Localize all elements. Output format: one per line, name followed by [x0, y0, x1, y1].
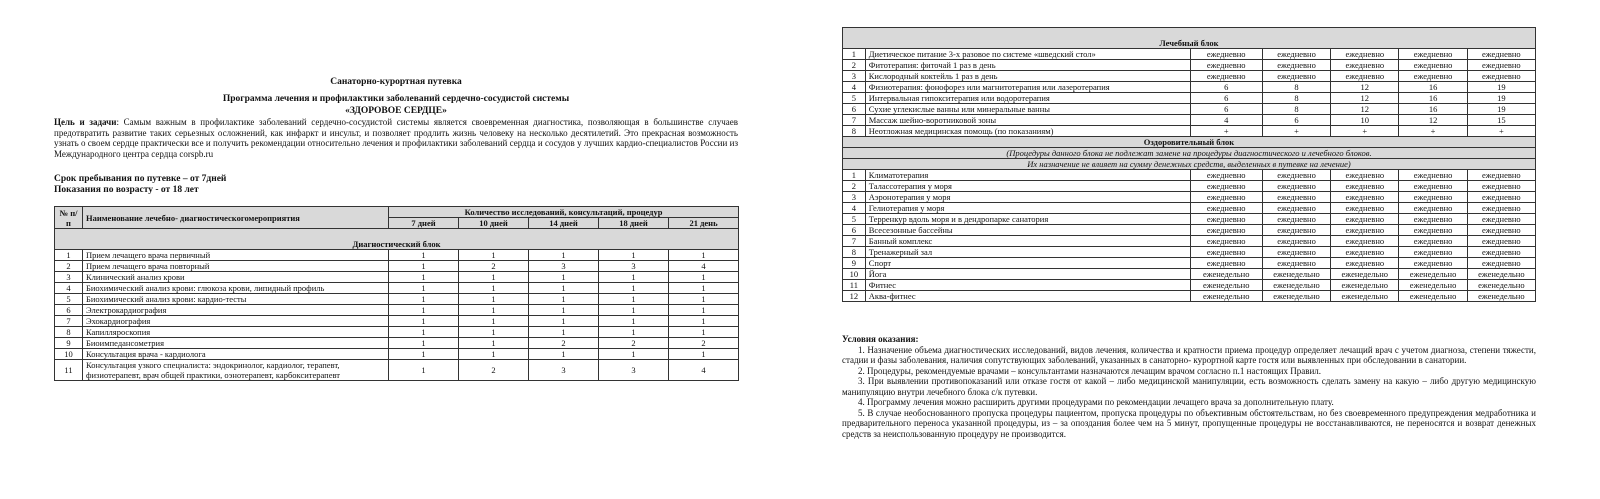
- row-value: 1: [669, 294, 739, 305]
- row-value: 10: [1331, 115, 1399, 126]
- row-num: 6: [843, 104, 866, 115]
- row-value: еженедельно: [1399, 291, 1467, 302]
- row-value: ежедневно: [1262, 225, 1330, 236]
- table-row: [843, 49, 1536, 60]
- stay-info: [54, 174, 226, 196]
- row-num: 3: [55, 272, 83, 283]
- row-value: +: [1262, 126, 1330, 137]
- row-value: 12: [1399, 115, 1467, 126]
- row-value: ежедневно: [1262, 258, 1330, 269]
- row-value: ежедневно: [1467, 203, 1535, 214]
- row-value: ежедневно: [1190, 49, 1262, 60]
- row-value: 16: [1399, 82, 1467, 93]
- row-value: ежедневно: [1262, 170, 1330, 181]
- row-value: ежедневно: [1190, 170, 1262, 181]
- row-value: +: [1331, 126, 1399, 137]
- row-name: Капилляроскопия: [83, 327, 389, 338]
- period-header: 14 дней: [529, 218, 599, 229]
- row-value: 8: [1262, 104, 1330, 115]
- table-row: [843, 71, 1536, 82]
- row-value: 3: [599, 360, 669, 381]
- row-name: Сухие углекислые ванны или минеральные ванны: [865, 104, 1190, 115]
- row-value: ежедневно: [1190, 225, 1262, 236]
- row-num: 6: [55, 305, 83, 316]
- row-value: ежедневно: [1399, 247, 1467, 258]
- row-value: 6: [1262, 115, 1330, 126]
- row-value: 1: [459, 316, 529, 327]
- row-value: 1: [459, 250, 529, 261]
- row-num: 1: [55, 250, 83, 261]
- row-value: +: [1467, 126, 1535, 137]
- row-num: 5: [55, 294, 83, 305]
- row-name-line: Консультация узкого специалиста: эндокринолог, кардиолог, терапевт,: [86, 360, 340, 370]
- row-value: ежедневно: [1190, 236, 1262, 247]
- period-header: 18 дней: [599, 218, 669, 229]
- table-row: [843, 82, 1536, 93]
- row-value: 1: [459, 349, 529, 360]
- table-row: [55, 327, 739, 338]
- row-num: 1: [843, 49, 866, 60]
- row-value: ежедневно: [1399, 203, 1467, 214]
- row-value: 1: [669, 272, 739, 283]
- row-value: ежедневно: [1399, 236, 1467, 247]
- conditions-title: Условия оказания:: [842, 334, 919, 344]
- row-value: еженедельно: [1467, 280, 1535, 291]
- row-value: 6: [1190, 93, 1262, 104]
- table-row: [843, 203, 1536, 214]
- table-row: [843, 170, 1536, 181]
- row-value: ежедневно: [1331, 192, 1399, 203]
- table-row: [55, 261, 739, 272]
- row-value: 1: [389, 250, 459, 261]
- row-num: 4: [843, 203, 866, 214]
- table-row: [843, 126, 1536, 137]
- row-num: 4: [55, 283, 83, 294]
- condition-item: 5. В случае необоснованного пропуска процедуры пациентом, пропуска процедуры по объективным обстоятельствам, но без своевременного предупреждения медработника и предварительного переноса указанной процедуры, из – за опоздания более чем на 5 минут, пропущенные процедуры не восстанавливаются, не переносятся и возврат денежных средств за неиспользованную процедуру не производится.: [842, 407, 1536, 439]
- row-value: 1: [529, 283, 599, 294]
- row-value: 1: [389, 338, 459, 349]
- row-value: 3: [529, 261, 599, 272]
- row-num: 9: [843, 258, 866, 269]
- row-value: 1: [459, 305, 529, 316]
- row-num: 7: [55, 316, 83, 327]
- goal-label: Цель и задачи: [54, 117, 117, 127]
- table-row: [55, 349, 739, 360]
- row-value: 2: [529, 338, 599, 349]
- row-name: Фитотерапия: фиточай 1 раз в день: [865, 60, 1190, 71]
- row-value: еженедельно: [1262, 269, 1330, 280]
- row-value: 1: [389, 294, 459, 305]
- condition-item: 4. Программу лечения можно расширить другими процедурами по рекомендации лечащего врача за дополнительную плату.: [858, 397, 1334, 407]
- row-value: 1: [529, 349, 599, 360]
- row-name: Диетическое питание 3-х разовое по системе «шведский стол»: [865, 49, 1190, 60]
- row-value: еженедельно: [1331, 291, 1399, 302]
- row-name: Эхокардиография: [83, 316, 389, 327]
- row-value: +: [1190, 126, 1262, 137]
- row-value: еженедельно: [1331, 280, 1399, 291]
- age-indication: Показания по возрасту - от 18 лет: [54, 185, 199, 195]
- table-row: [843, 181, 1536, 192]
- row-value: 1: [389, 349, 459, 360]
- row-name: Аэронотерапия у моря: [865, 192, 1190, 203]
- row-value: ежедневно: [1190, 181, 1262, 192]
- row-value: еженедельно: [1190, 291, 1262, 302]
- row-value: 1: [669, 327, 739, 338]
- row-value: еженедельно: [1399, 269, 1467, 280]
- row-value: ежедневно: [1331, 49, 1399, 60]
- row-value: ежедневно: [1467, 225, 1535, 236]
- row-value: ежедневно: [1467, 236, 1535, 247]
- row-value: 1: [529, 305, 599, 316]
- table-row: [843, 269, 1536, 280]
- row-value: ежедневно: [1190, 192, 1262, 203]
- table-row: [843, 214, 1536, 225]
- stay-duration: Срок пребывания по путевке – от 7дней: [54, 174, 227, 184]
- row-name: Биоимпедансометрия: [83, 338, 389, 349]
- row-name: Консультация врача - кардиолога: [83, 349, 389, 360]
- row-num: 4: [843, 82, 866, 93]
- row-value: ежедневно: [1399, 214, 1467, 225]
- row-value: 1: [599, 272, 669, 283]
- row-name: Массаж шейно-воротниковой зоны: [865, 115, 1190, 126]
- col-num-header: № п/п: [55, 207, 83, 229]
- row-value: 1: [529, 294, 599, 305]
- row-num: 10: [843, 269, 866, 280]
- row-name: Терренкур вдоль моря и в дендропарке санатория: [865, 214, 1190, 225]
- row-num: 2: [843, 60, 866, 71]
- row-value: еженедельно: [1331, 269, 1399, 280]
- row-value: ежедневно: [1331, 170, 1399, 181]
- table-row: [843, 225, 1536, 236]
- row-value: 12: [1331, 104, 1399, 115]
- row-value: ежедневно: [1262, 192, 1330, 203]
- row-value: 6: [1190, 104, 1262, 115]
- row-num: 7: [843, 236, 866, 247]
- row-value: 1: [599, 283, 669, 294]
- row-value: 1: [389, 360, 459, 381]
- col-qty-header: Количество исследований, консультаций, процедур: [389, 207, 739, 218]
- table-row: [843, 93, 1536, 104]
- row-value: 12: [1331, 93, 1399, 104]
- row-name: Кислородный коктейль 1 раз в день: [865, 71, 1190, 82]
- row-value: 1: [529, 250, 599, 261]
- row-value: ежедневно: [1190, 60, 1262, 71]
- row-value: еженедельно: [1262, 291, 1330, 302]
- row-value: еженедельно: [1399, 280, 1467, 291]
- row-name: Прием лечащего врача повторный: [83, 261, 389, 272]
- row-value: 4: [669, 360, 739, 381]
- diagnostic-table: [54, 206, 739, 381]
- row-value: ежедневно: [1190, 203, 1262, 214]
- row-value: ежедневно: [1262, 236, 1330, 247]
- row-name: Биохимический анализ крови: кардио-тесты: [83, 294, 389, 305]
- row-value: 4: [1190, 115, 1262, 126]
- table-row: [843, 291, 1536, 302]
- row-value: 16: [1399, 104, 1467, 115]
- block-title: Лечебный блок: [843, 28, 1536, 49]
- row-value: ежедневно: [1467, 258, 1535, 269]
- row-value: 8: [1262, 93, 1330, 104]
- row-value: 1: [669, 305, 739, 316]
- row-value: ежедневно: [1190, 214, 1262, 225]
- row-num: 5: [843, 214, 866, 225]
- condition-item: 2. Процедуры, рекомендуемые врачами – консультантами назначаются лечащим врачом согласно п.1 настоящих Правил.: [858, 365, 1322, 376]
- block-note: (Процедуры данного блока не подлежат замене на процедуры диагностического и лечебного блоков.: [843, 148, 1536, 159]
- row-value: ежедневно: [1331, 236, 1399, 247]
- table-row: [843, 236, 1536, 247]
- period-header: 10 дней: [459, 218, 529, 229]
- row-value: +: [1399, 126, 1467, 137]
- row-value: 1: [669, 250, 739, 261]
- row-value: ежедневно: [1331, 247, 1399, 258]
- row-value: 1: [389, 272, 459, 283]
- row-value: ежедневно: [1262, 60, 1330, 71]
- row-value: 19: [1467, 82, 1535, 93]
- row-value: 1: [389, 261, 459, 272]
- row-value: 1: [669, 316, 739, 327]
- table-row: [55, 272, 739, 283]
- table-row: [55, 305, 739, 316]
- row-value: еженедельно: [1190, 269, 1262, 280]
- table-row: [843, 192, 1536, 203]
- table-row: [843, 258, 1536, 269]
- row-value: еженедельно: [1467, 269, 1535, 280]
- row-value: ежедневно: [1467, 71, 1535, 82]
- row-value: 12: [1331, 82, 1399, 93]
- goal-text: : Самым важным в профилактике заболеваний сердечно-сосудистой системы является своевременная диагностика, позволяющая в большинстве случаев предотвратить развитие таких серьезных осложнений, как инфаркт и инсульт, и позволяет продлить жизнь человеку на несколько десятилетий. Это прекрасная возможность узнать о своем сердце практически все и получить рекомендации относительно лечения и профилактики заболеваний сердца и сосудов у лучших кардио-специалистов России из Международного центра сердца corspb.ru: [54, 117, 738, 159]
- row-value: 1: [669, 349, 739, 360]
- row-value: 1: [529, 272, 599, 283]
- row-value: ежедневно: [1331, 258, 1399, 269]
- row-value: ежедневно: [1399, 181, 1467, 192]
- row-value: ежедневно: [1262, 203, 1330, 214]
- row-value: 2: [459, 360, 529, 381]
- row-value: ежедневно: [1331, 203, 1399, 214]
- period-header: 7 дней: [389, 218, 459, 229]
- row-value: 1: [389, 283, 459, 294]
- condition-item: 1. Назначение объема диагностических исследований, видов лечения, количества и кратности приема процедур определяет лечащий врач с учетом диагноза, степени тяжести, стадии и фазы заболевания, наличия сопутствующих заболеваний, указанных в санаторно- курортной карте гостя или выявленных при обследовании в санатории.: [842, 344, 1536, 365]
- row-num: 11: [55, 360, 83, 381]
- row-value: 1: [459, 338, 529, 349]
- row-name: Неотложная медицинская помощь (по показаниям): [865, 126, 1190, 137]
- row-value: ежедневно: [1190, 71, 1262, 82]
- block-title: Оздоровительный блок: [843, 137, 1536, 148]
- row-num: 12: [843, 291, 866, 302]
- goal-paragraph: [54, 117, 738, 159]
- row-value: 1: [599, 316, 669, 327]
- row-value: 3: [599, 261, 669, 272]
- row-name: Йога: [865, 269, 1190, 280]
- row-value: 19: [1467, 104, 1535, 115]
- row-value: ежедневно: [1262, 247, 1330, 258]
- row-name: Биохимический анализ крови: глюкоза крови, липидный профиль: [83, 283, 389, 294]
- row-num: 3: [843, 192, 866, 203]
- row-value: ежедневно: [1399, 60, 1467, 71]
- table-row: [55, 283, 739, 294]
- row-value: ежедневно: [1467, 181, 1535, 192]
- row-value: 1: [389, 305, 459, 316]
- row-num: 8: [55, 327, 83, 338]
- program-name: «ЗДОРОВОЕ СЕРДЦЕ»: [345, 106, 447, 116]
- row-value: ежедневно: [1331, 71, 1399, 82]
- table-row: [843, 60, 1536, 71]
- table-row: [843, 104, 1536, 115]
- period-header: 21 день: [669, 218, 739, 229]
- row-value: ежедневно: [1399, 258, 1467, 269]
- voucher-title: Санаторно-курортная путевка: [330, 77, 462, 87]
- row-value: ежедневно: [1467, 192, 1535, 203]
- row-value: ежедневно: [1331, 225, 1399, 236]
- col-name-header: Наименование лечебно- диагностическогомероприятия: [83, 207, 389, 229]
- row-name: Всесезонные бассейны: [865, 225, 1190, 236]
- row-name: Талассотерапия у моря: [865, 181, 1190, 192]
- row-value: 4: [669, 261, 739, 272]
- conditions-section: [842, 334, 1536, 439]
- row-num: 8: [843, 126, 866, 137]
- row-value: ежедневно: [1399, 170, 1467, 181]
- row-num: 9: [55, 338, 83, 349]
- row-value: ежедневно: [1467, 49, 1535, 60]
- row-value: 15: [1467, 115, 1535, 126]
- row-value: ежедневно: [1399, 192, 1467, 203]
- row-num: 5: [843, 93, 866, 104]
- row-value: 1: [669, 283, 739, 294]
- row-name: Фитнес: [865, 280, 1190, 291]
- row-name: Клинический анализ крови: [83, 272, 389, 283]
- row-value: ежедневно: [1467, 247, 1535, 258]
- row-value: 1: [459, 283, 529, 294]
- table-row: [55, 338, 739, 349]
- row-name: Банный комплекс: [865, 236, 1190, 247]
- row-num: 6: [843, 225, 866, 236]
- table-row: [55, 316, 739, 327]
- row-value: 3: [529, 360, 599, 381]
- row-name: Гелиотерапия у моря: [865, 203, 1190, 214]
- row-value: 2: [669, 338, 739, 349]
- row-value: ежедневно: [1262, 214, 1330, 225]
- row-value: ежедневно: [1262, 71, 1330, 82]
- row-name: Климатотерапия: [865, 170, 1190, 181]
- row-value: 1: [459, 327, 529, 338]
- row-value: ежедневно: [1331, 181, 1399, 192]
- row-value: 2: [599, 338, 669, 349]
- row-value: еженедельно: [1467, 291, 1535, 302]
- row-value: 1: [389, 327, 459, 338]
- table-row: [843, 247, 1536, 258]
- row-num: 8: [843, 247, 866, 258]
- row-value: 1: [599, 327, 669, 338]
- row-num: 1: [843, 170, 866, 181]
- row-value: ежедневно: [1467, 170, 1535, 181]
- row-value: 16: [1399, 93, 1467, 104]
- row-value: 1: [529, 327, 599, 338]
- table-row: [843, 115, 1536, 126]
- table-row: [55, 294, 739, 305]
- row-value: 1: [599, 305, 669, 316]
- row-name: Электрокардиография: [83, 305, 389, 316]
- row-value: ежедневно: [1399, 225, 1467, 236]
- row-value: 1: [459, 294, 529, 305]
- row-num: 2: [843, 181, 866, 192]
- row-name: Прием лечащего врача первичный: [83, 250, 389, 261]
- row-value: ежедневно: [1190, 258, 1262, 269]
- row-value: 1: [599, 294, 669, 305]
- row-num: 7: [843, 115, 866, 126]
- row-name: [83, 360, 389, 381]
- row-value: 1: [389, 316, 459, 327]
- row-value: 8: [1262, 82, 1330, 93]
- block-title: Диагностический блок: [55, 229, 739, 250]
- row-name: Интервальная гипокситерапия или водоротерапия: [865, 93, 1190, 104]
- row-num: 10: [55, 349, 83, 360]
- row-name: Аква-фитнес: [865, 291, 1190, 302]
- row-value: 19: [1467, 93, 1535, 104]
- row-num: 2: [55, 261, 83, 272]
- row-value: ежедневно: [1331, 214, 1399, 225]
- condition-item: 3. При выявлении противопоказаний или отказе гостя от какой – либо медицинской манипуляции, есть возможность сделать замену на какую – либо другую медицинскую манипуляцию внутри лечебного блока с/к путевки.: [842, 376, 1536, 397]
- row-name-line: физиотерапевт, врач общей практики, оэнотерапевт, карбокситерапевт: [86, 370, 340, 380]
- row-value: ежедневно: [1399, 71, 1467, 82]
- row-value: еженедельно: [1190, 280, 1262, 291]
- table-row: [55, 250, 739, 261]
- row-value: ежедневно: [1467, 214, 1535, 225]
- row-value: 1: [459, 272, 529, 283]
- row-value: ежедневно: [1399, 49, 1467, 60]
- row-value: ежедневно: [1262, 49, 1330, 60]
- treatment-table: [842, 27, 1536, 302]
- program-title: Программа лечения и профилактики заболеваний сердечно-сосудистой системы: [222, 94, 570, 104]
- row-value: ежедневно: [1262, 181, 1330, 192]
- row-num: 11: [843, 280, 866, 291]
- row-value: 2: [459, 261, 529, 272]
- row-value: ежедневно: [1190, 247, 1262, 258]
- row-value: ежедневно: [1331, 60, 1399, 71]
- table-row: [843, 280, 1536, 291]
- row-value: 1: [599, 250, 669, 261]
- row-name: Физиотерапия: фонофорез или магнитотерапия или лазеротерапия: [865, 82, 1190, 93]
- row-value: еженедельно: [1262, 280, 1330, 291]
- row-value: 1: [599, 349, 669, 360]
- row-value: 6: [1190, 82, 1262, 93]
- row-value: ежедневно: [1467, 60, 1535, 71]
- row-name: Тренажерный зал: [865, 247, 1190, 258]
- row-value: 1: [529, 316, 599, 327]
- row-num: 3: [843, 71, 866, 82]
- row-name: Спорт: [865, 258, 1190, 269]
- block-note: Их назначение не влияет на сумму денежных средств, выделенных в путевке на лечение): [843, 159, 1536, 170]
